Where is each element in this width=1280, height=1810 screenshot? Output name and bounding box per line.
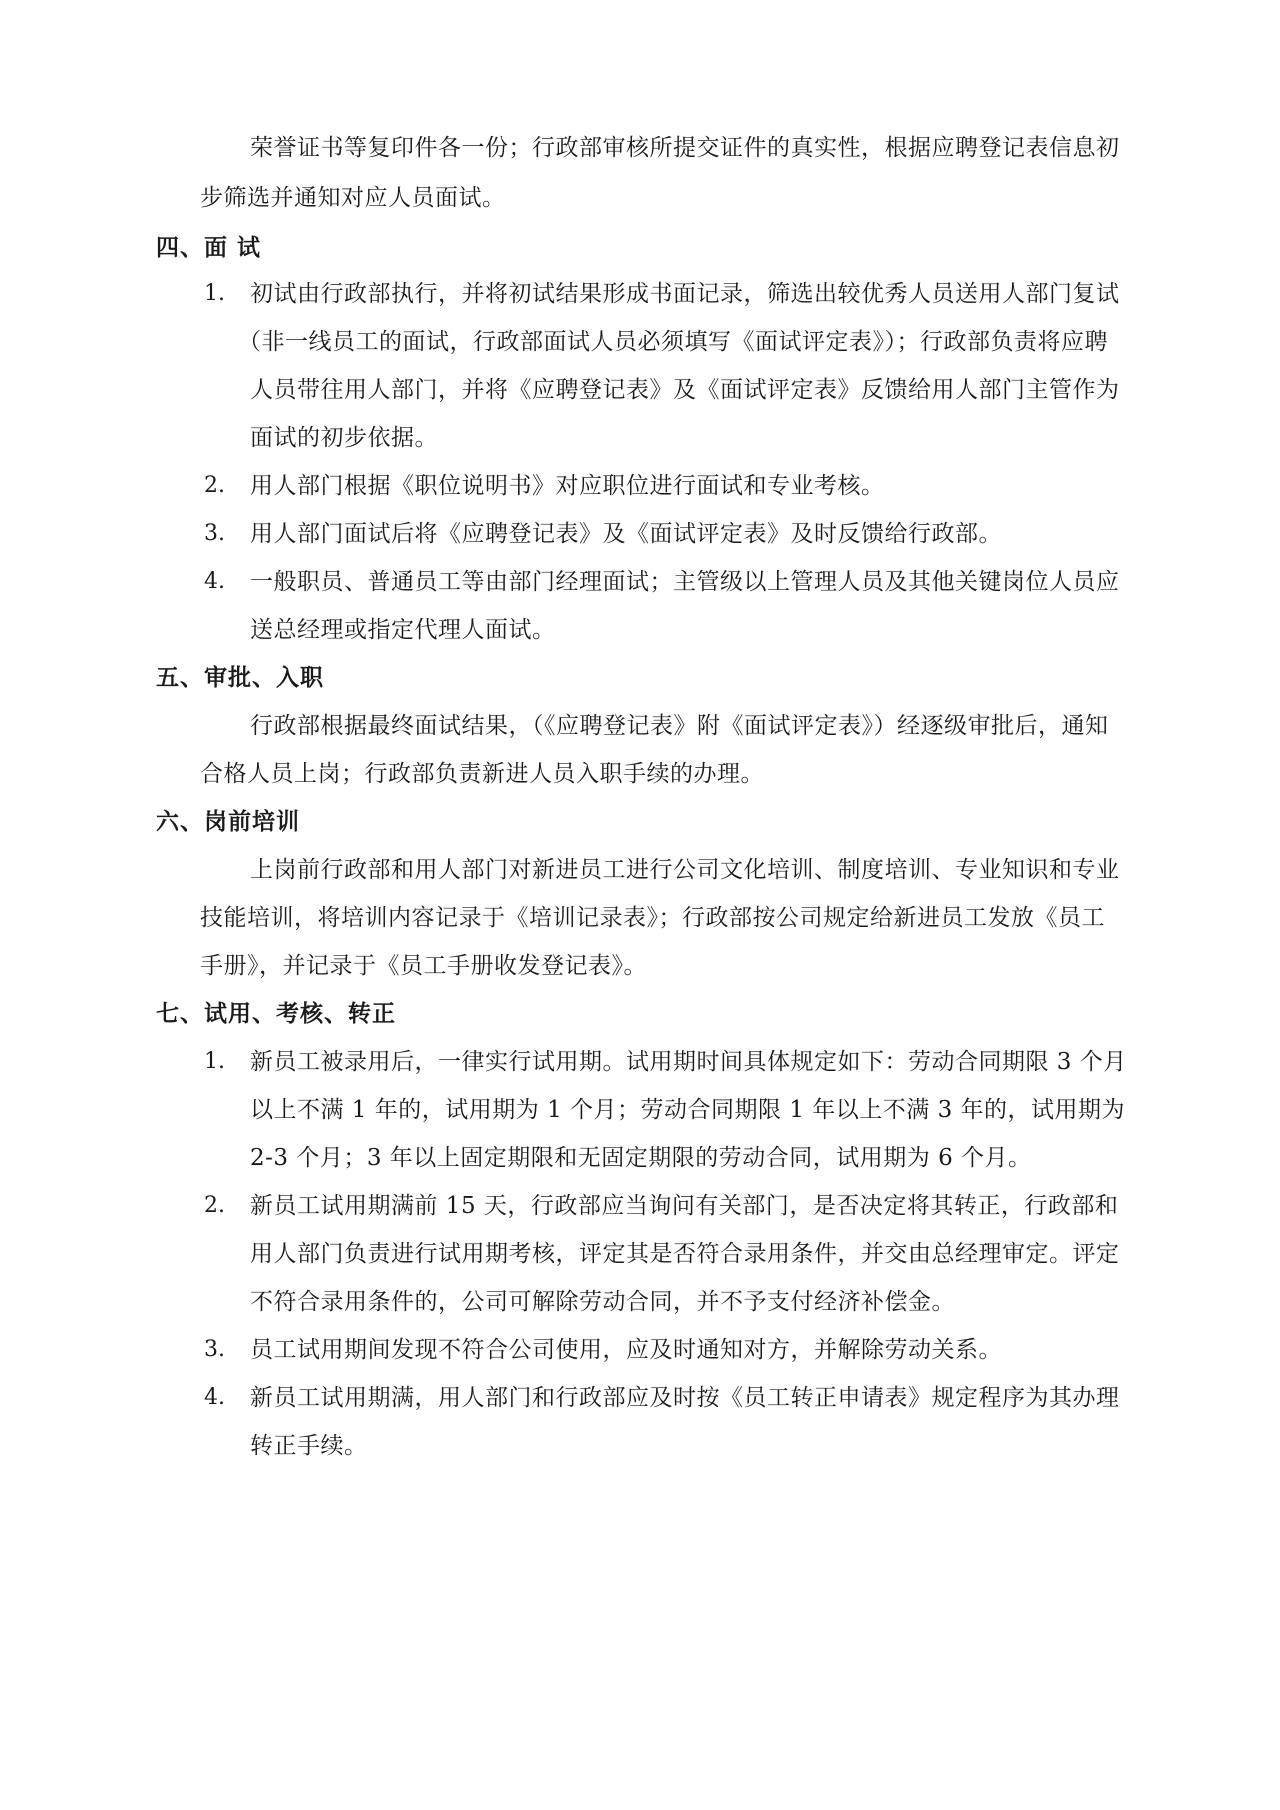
list-item-number: 3. xyxy=(204,521,225,546)
list-item-line: 用人部门根据《职位说明书》对应职位进行面试和专业考核。 xyxy=(250,473,885,499)
list-item-line: 员工试用期间发现不符合公司使用，应及时通知对方，并解除劳动关系。 xyxy=(250,1337,1002,1363)
list-item-number: 4. xyxy=(204,1385,225,1410)
section-heading-training: 六、岗前培训 xyxy=(156,808,300,835)
list-item-line: 送总经理或指定代理人面试。 xyxy=(250,617,556,643)
intro-line: 步筛选并通知对应人员面试。 xyxy=(200,185,506,211)
list-item-line: （非一线员工的面试，行政部面试人员必须填写《面试评定表》）；行政部负责将应聘 xyxy=(238,329,1108,355)
list-item-line: 新员工被录用后，一律实行试用期。试用期时间具体规定如下：劳动合同期限 3 个月 xyxy=(250,1049,1127,1075)
list-item-line: 转正手续。 xyxy=(250,1433,368,1459)
paragraph-line: 合格人员上岗；行政部负责新进人员入职手续的办理。 xyxy=(200,761,764,787)
list-item-line: 用人部门面试后将《应聘登记表》及《面试评定表》及时反馈给行政部。 xyxy=(250,521,1002,547)
section-heading-probation: 七、试用、考核、转正 xyxy=(156,1000,396,1027)
list-item-number: 4. xyxy=(204,569,225,594)
section-heading-interview: 四、面 试 xyxy=(156,234,262,261)
paragraph-line: 手册》，并记录于《员工手册收发登记表》。 xyxy=(200,953,647,979)
list-item-line: 人员带往用人部门，并将《应聘登记表》及《面试评定表》反馈给用人部门主管作为 xyxy=(250,377,1120,403)
list-item-line: 新员工试用期满前 15 天，行政部应当询问有关部门，是否决定将其转正，行政部和 xyxy=(250,1193,1119,1219)
list-item-number: 2. xyxy=(204,1193,225,1218)
list-item-number: 1. xyxy=(204,281,225,306)
section-heading-approval: 五、审批、入职 xyxy=(156,664,324,691)
list-item-line: 2-3 个月；3 年以上固定期限和无固定期限的劳动合同，试用期为 6 个月。 xyxy=(250,1145,1032,1171)
list-item-line: 面试的初步依据。 xyxy=(250,425,438,451)
list-item-number: 1. xyxy=(204,1049,225,1074)
list-item-line: 以上不满 1 年的，试用期为 1 个月；劳动合同期限 1 年以上不满 3 年的，试用期为 xyxy=(250,1097,1126,1123)
paragraph-line: 技能培训，将培训内容记录于《培训记录表》；行政部按公司规定给新进员工发放《员工 xyxy=(200,905,1105,931)
intro-line: 荣誉证书等复印件各一份；行政部审核所提交证件的真实性，根据应聘登记表信息初 xyxy=(250,135,1120,161)
list-item-number: 2. xyxy=(204,473,225,498)
list-item-line: 一般职员、普通员工等由部门经理面试；主管级以上管理人员及其他关键岗位人员应 xyxy=(250,569,1120,595)
list-item-line: 新员工试用期满，用人部门和行政部应及时按《员工转正申请表》规定程序为其办理 xyxy=(250,1385,1120,1411)
list-item-number: 3. xyxy=(204,1337,225,1362)
list-item-line: 用人部门负责进行试用期考核，评定其是否符合录用条件，并交由总经理审定。评定 xyxy=(250,1241,1120,1267)
paragraph-line: 上岗前行政部和用人部门对新进员工进行公司文化培训、制度培训、专业知识和专业 xyxy=(250,857,1120,883)
list-item-line: 初试由行政部执行，并将初试结果形成书面记录，筛选出较优秀人员送用人部门复试 xyxy=(250,281,1120,307)
list-item-line: 不符合录用条件的，公司可解除劳动合同，并不予支付经济补偿金。 xyxy=(250,1289,955,1315)
paragraph-line: 行政部根据最终面试结果，（《应聘登记表》附《面试评定表》）经逐级审批后，通知 xyxy=(250,713,1109,739)
